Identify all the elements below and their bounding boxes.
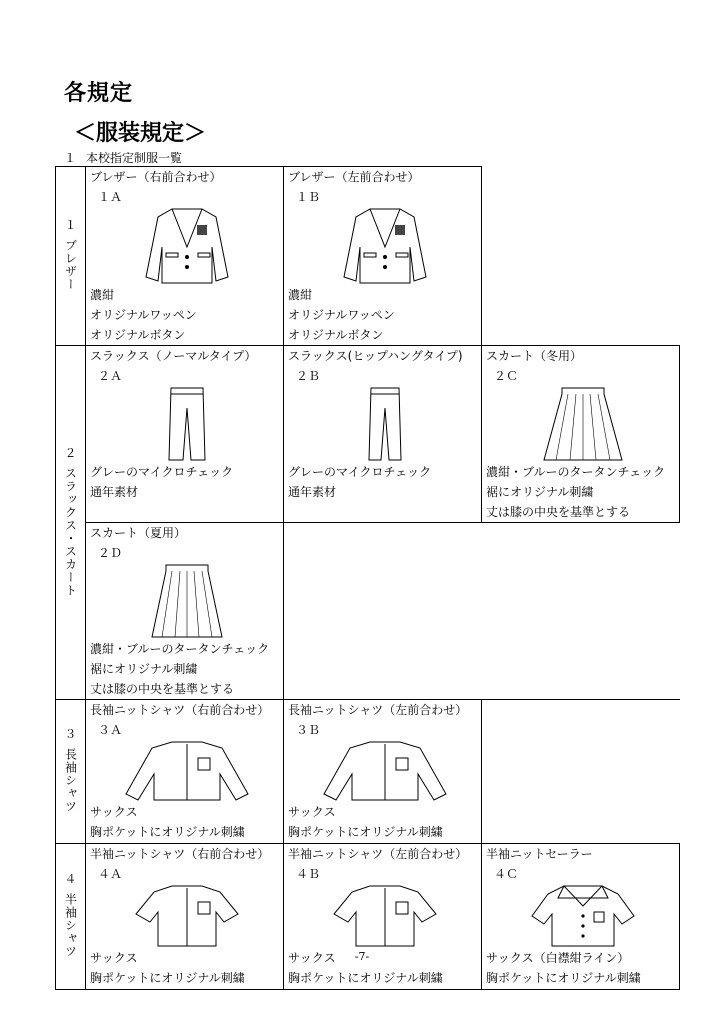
empty-cell — [482, 700, 680, 844]
short-sleeve-shirt-icon — [330, 884, 440, 948]
page-number: -7- — [354, 950, 370, 963]
item-title: ブレザー（右前合わせ） — [90, 170, 222, 184]
sailor-shirt-icon — [528, 884, 638, 948]
item-title: スラックス(ヒップハングタイプ) — [288, 349, 463, 363]
slacks-icon — [365, 386, 405, 462]
item-code: １Ａ — [98, 190, 123, 204]
item-code: １Ｂ — [296, 190, 321, 204]
item-code: ４Ｂ — [296, 867, 321, 881]
item-title: 長袖ニットシャツ（左前合わせ） — [288, 703, 468, 717]
item-title: ブレザー（左前合わせ） — [288, 170, 420, 184]
table-row — [56, 700, 680, 844]
table-row — [56, 346, 680, 523]
item-cell: 長袖ニットシャツ（左前合わせ） ３Ｂ サックス 胸ポケットにオリジナル刺繍 — [284, 700, 482, 844]
item-title: スカート（夏用） — [90, 526, 187, 540]
item-code: ３Ｂ — [296, 723, 321, 737]
slacks-icon — [167, 386, 207, 462]
page-subheading: ＜服装規定＞ — [74, 121, 207, 146]
item-cell: 半袖ニットセーラー ４Ｃ サックス（白襟紺ライン） 胸ポケットにオリジナル刺繍 — [482, 844, 680, 990]
item-cell: ブレザー（右前合わせ） １Ａ 濃紺 オリジナルワッペン オリジナルボタン — [86, 167, 284, 346]
item-cell: スカート（夏用） ２Ｄ 濃紺・ブルーのタータンチェック 裾にオリジナル刺繍 丈は膝の中央を基準とする — [86, 523, 284, 700]
table-row — [56, 167, 680, 346]
skirt-icon — [538, 386, 628, 462]
item-cell: スラックス(ヒップハングタイプ) ２Ｂ グレーのマイクロチェック 通年素材 — [284, 346, 482, 523]
item-title: 半袖ニットセーラー — [486, 847, 593, 861]
table-row — [56, 523, 680, 700]
empty-cell — [482, 167, 680, 346]
item-cell: スカート（冬用） ２Ｃ 濃紺・ブルーのタータンチェック 裾にオリジナル刺繍 丈は膝の中央を基準とする — [482, 346, 680, 523]
category-cell: ２ スラックス・スカート — [56, 346, 86, 700]
category-cell: ３ 長袖シャツ — [56, 700, 86, 844]
blazer-icon — [142, 207, 232, 285]
item-code: ２Ｂ — [296, 369, 321, 383]
section-title: １ 本校指定制服一覧 — [64, 151, 183, 165]
item-title: 半袖ニットシャツ（左前合わせ） — [288, 847, 468, 861]
short-sleeve-shirt-icon — [132, 884, 242, 948]
item-cell: 半袖ニットシャツ（左前合わせ） ４Ｂ サックス 胸ポケットにオリジナル刺繍 — [284, 844, 482, 990]
long-sleeve-shirt-icon — [320, 740, 450, 802]
category-cell: １ ブレザー — [56, 167, 86, 346]
uniform-table — [55, 166, 680, 990]
skirt-icon — [142, 563, 232, 639]
category-cell: ４ 半袖シャツ — [56, 844, 86, 990]
item-code: ３Ａ — [98, 723, 123, 737]
item-title: 長袖ニットシャツ（右前合わせ） — [90, 703, 270, 717]
long-sleeve-shirt-icon — [122, 740, 252, 802]
empty-cell — [284, 523, 680, 700]
item-cell: 長袖ニットシャツ（右前合わせ） ３Ａ サックス 胸ポケットにオリジナル刺繍 — [86, 700, 284, 844]
item-code: ２Ａ — [98, 369, 123, 383]
item-cell: ブレザー（左前合わせ） １Ｂ 濃紺 オリジナルワッペン オリジナルボタン — [284, 167, 482, 346]
item-cell: スラックス（ノーマルタイプ） ２Ａ グレーのマイクロチェック 通年素材 — [86, 346, 284, 523]
item-code: ４Ａ — [98, 867, 123, 881]
item-title: 半袖ニットシャツ（右前合わせ） — [90, 847, 270, 861]
item-title: スカート（冬用） — [486, 349, 583, 363]
item-cell: 半袖ニットシャツ（右前合わせ） ４Ａ サックス 胸ポケットにオリジナル刺繍 — [86, 844, 284, 990]
item-title: スラックス（ノーマルタイプ） — [90, 349, 257, 363]
page-heading: 各規定 — [64, 81, 134, 106]
item-code: ４Ｃ — [494, 867, 519, 881]
blazer-icon — [340, 207, 430, 285]
item-code: ２Ｄ — [98, 546, 123, 560]
table-row — [56, 844, 680, 990]
item-code: ２Ｃ — [494, 369, 519, 383]
